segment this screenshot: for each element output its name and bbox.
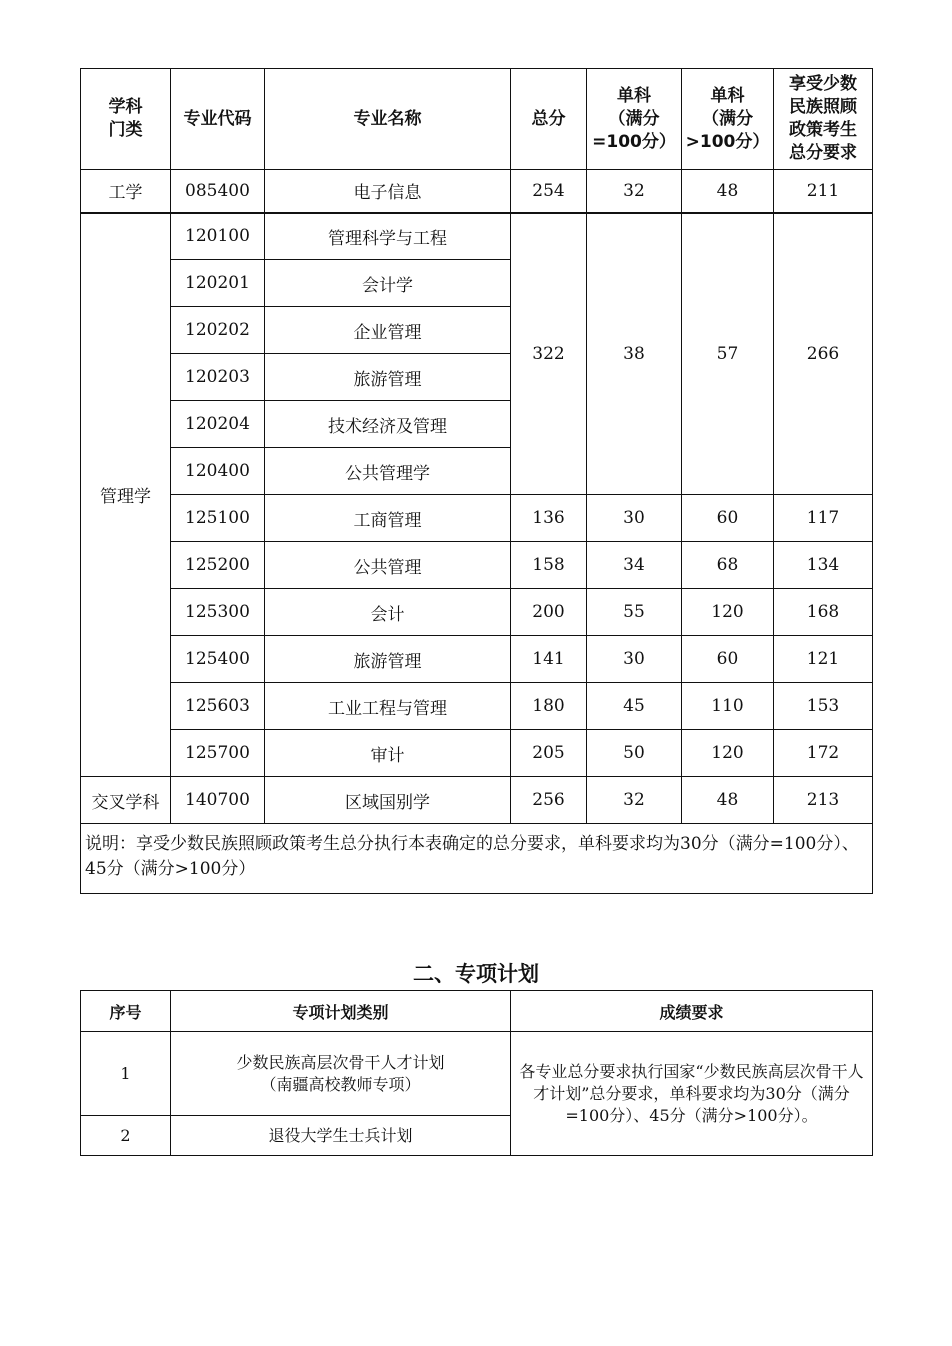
single-over-cell: 120 bbox=[682, 730, 774, 777]
header-single-over-100: 单科 （满分 >100分） bbox=[682, 69, 774, 170]
header-total: 总分 bbox=[511, 69, 587, 170]
code-cell: 125100 bbox=[171, 495, 265, 542]
name-cell: 公共管理学 bbox=[265, 448, 511, 495]
single-100-cell: 32 bbox=[587, 170, 682, 213]
total-cell: 205 bbox=[511, 730, 587, 777]
code-cell: 125300 bbox=[171, 589, 265, 636]
minority-cell: 153 bbox=[774, 683, 873, 730]
code-cell: 120400 bbox=[171, 448, 265, 495]
single-over-cell: 57 bbox=[682, 213, 774, 495]
header-requirement: 成绩要求 bbox=[511, 991, 873, 1032]
code-cell: 140700 bbox=[171, 777, 265, 824]
table-header-row bbox=[81, 991, 873, 1032]
single-over-cell: 60 bbox=[682, 495, 774, 542]
single-100-cell: 30 bbox=[587, 495, 682, 542]
single-100-cell: 32 bbox=[587, 777, 682, 824]
single-over-cell: 60 bbox=[682, 636, 774, 683]
type-cell: 退役大学生士兵计划 bbox=[171, 1116, 511, 1156]
total-cell: 322 bbox=[511, 213, 587, 495]
code-cell: 125200 bbox=[171, 542, 265, 589]
table-row bbox=[81, 683, 873, 730]
header-type: 专项计划类别 bbox=[171, 991, 511, 1032]
single-over-cell: 110 bbox=[682, 683, 774, 730]
table-row bbox=[81, 1032, 873, 1116]
header-name: 专业名称 bbox=[265, 69, 511, 170]
name-cell: 管理科学与工程 bbox=[265, 213, 511, 260]
header-minority: 享受少数 民族照顾 政策考生 总分要求 bbox=[774, 69, 873, 170]
name-cell: 工商管理 bbox=[265, 495, 511, 542]
table-row bbox=[81, 170, 873, 213]
total-cell: 180 bbox=[511, 683, 587, 730]
single-100-cell: 55 bbox=[587, 589, 682, 636]
name-cell: 工业工程与管理 bbox=[265, 683, 511, 730]
single-100-cell: 45 bbox=[587, 683, 682, 730]
code-cell: 120201 bbox=[171, 260, 265, 307]
header-seq: 序号 bbox=[81, 991, 171, 1032]
name-cell: 企业管理 bbox=[265, 307, 511, 354]
code-cell: 125400 bbox=[171, 636, 265, 683]
table-row bbox=[81, 542, 873, 589]
table-row bbox=[81, 213, 873, 260]
minority-cell: 117 bbox=[774, 495, 873, 542]
name-cell: 公共管理 bbox=[265, 542, 511, 589]
type-cell: 少数民族高层次骨干人才计划 （南疆高校教师专项） bbox=[171, 1032, 511, 1116]
single-over-cell: 48 bbox=[682, 170, 774, 213]
category-cell: 工学 bbox=[81, 170, 171, 213]
minority-cell: 211 bbox=[774, 170, 873, 213]
header-code: 专业代码 bbox=[171, 69, 265, 170]
minority-cell: 121 bbox=[774, 636, 873, 683]
seq-cell: 1 bbox=[81, 1032, 171, 1116]
name-cell: 审计 bbox=[265, 730, 511, 777]
code-cell: 120202 bbox=[171, 307, 265, 354]
header-category: 学科 门类 bbox=[81, 69, 171, 170]
single-over-cell: 48 bbox=[682, 777, 774, 824]
single-100-cell: 30 bbox=[587, 636, 682, 683]
name-cell: 旅游管理 bbox=[265, 354, 511, 401]
table-header-row bbox=[81, 69, 873, 170]
table-row bbox=[81, 636, 873, 683]
minority-cell: 266 bbox=[774, 213, 873, 495]
name-cell: 会计学 bbox=[265, 260, 511, 307]
header-single-100: 单科 （满分 =100分） bbox=[587, 69, 682, 170]
minority-cell: 134 bbox=[774, 542, 873, 589]
single-100-cell: 34 bbox=[587, 542, 682, 589]
requirement-cell: 各专业总分要求执行国家“少数民族高层次骨干人才计划”总分要求，单科要求均为30分（满分=100分）、45分（满分>100分）。 bbox=[511, 1032, 873, 1156]
table-row bbox=[81, 730, 873, 777]
minority-cell: 213 bbox=[774, 777, 873, 824]
seq-cell: 2 bbox=[81, 1116, 171, 1156]
code-cell: 125700 bbox=[171, 730, 265, 777]
code-cell: 120204 bbox=[171, 401, 265, 448]
table-row bbox=[81, 495, 873, 542]
total-cell: 158 bbox=[511, 542, 587, 589]
note-row bbox=[81, 824, 873, 894]
section-title: 二、专项计划 bbox=[413, 962, 539, 986]
code-cell: 085400 bbox=[171, 170, 265, 213]
single-100-cell: 38 bbox=[587, 213, 682, 495]
code-cell: 120203 bbox=[171, 354, 265, 401]
score-table bbox=[80, 68, 873, 894]
total-cell: 254 bbox=[511, 170, 587, 213]
total-cell: 141 bbox=[511, 636, 587, 683]
total-cell: 256 bbox=[511, 777, 587, 824]
minority-cell: 172 bbox=[774, 730, 873, 777]
total-cell: 136 bbox=[511, 495, 587, 542]
single-over-cell: 120 bbox=[682, 589, 774, 636]
note-text: 说明：享受少数民族照顾政策考生总分执行本表确定的总分要求，单科要求均为30分（满分=100分）、45分（满分>100分） bbox=[81, 824, 873, 894]
table-row bbox=[81, 777, 873, 824]
minority-cell: 168 bbox=[774, 589, 873, 636]
name-cell: 区域国别学 bbox=[265, 777, 511, 824]
code-cell: 125603 bbox=[171, 683, 265, 730]
code-cell: 120100 bbox=[171, 213, 265, 260]
name-cell: 会计 bbox=[265, 589, 511, 636]
name-cell: 旅游管理 bbox=[265, 636, 511, 683]
name-cell: 技术经济及管理 bbox=[265, 401, 511, 448]
single-over-cell: 68 bbox=[682, 542, 774, 589]
table-row bbox=[81, 589, 873, 636]
name-cell: 电子信息 bbox=[265, 170, 511, 213]
category-cell: 交叉学科 bbox=[81, 777, 171, 824]
single-100-cell: 50 bbox=[587, 730, 682, 777]
category-cell: 管理学 bbox=[81, 213, 171, 777]
total-cell: 200 bbox=[511, 589, 587, 636]
special-plan-table bbox=[80, 990, 873, 1156]
